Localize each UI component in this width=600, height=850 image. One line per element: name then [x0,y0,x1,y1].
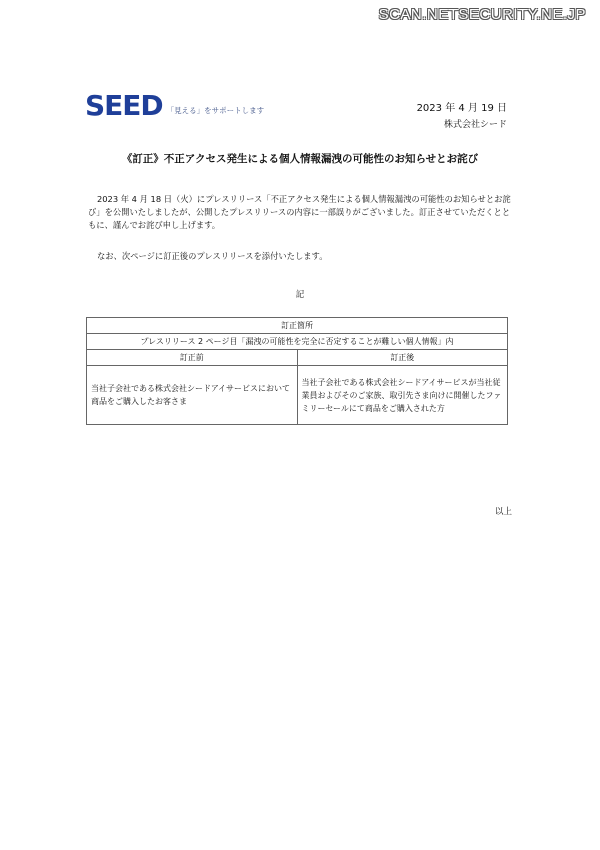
seed-logo [85,89,265,122]
table-heading: 訂正箇所 [87,318,508,334]
closing-mark: 以上 [494,507,512,517]
company-name: 株式会社シード [443,120,507,130]
correction-table [86,317,508,425]
watermark: SCAN.NETSECURITY.NE.JP [378,6,586,23]
logo-text: SEED [85,89,163,122]
table-row [87,318,508,334]
logo-tagline: 「見える」をサポートします [166,106,265,115]
table-location: プレスリリース 2 ページ目「漏洩の可能性を完全に否定することが難しい個人情報」内 [87,334,508,350]
ki-marker: 記 [295,290,305,300]
table-row [87,350,508,366]
issue-date: 2023 年 4 月 19 日 [416,103,507,114]
before-header: 訂正前 [87,350,298,366]
after-text: 当社子会社である株式会社シードアイサービスが当社従業員およびそのご家族、取引先さま向けに開催したファミリーセールにて商品をご購入された方 [297,366,508,425]
before-text: 当社子会社である株式会社シードアイサービスにおいて商品をご購入したお客さま [87,366,298,425]
table-row [87,334,508,350]
after-header: 訂正後 [297,350,508,366]
document-title: 《訂正》不正アクセス発生による個人情報漏洩の可能性のお知らせとお詫び [121,153,479,165]
body-paragraph-1: 2023 年 4 月 18 日（火）にプレスリリース「不正アクセス発生による個人情報漏洩の可能性のお知らせとお詫び」を公開いたしましたが、公開したプレスリリースの内容に一部誤りがございました。訂正させていただくとともに、謹んでお詫び申し上げます。 [88,194,511,230]
body-paragraph-2: なお、次ページに訂正後のプレスリリースを添付いたします。 [97,251,328,261]
table-row [87,366,508,425]
